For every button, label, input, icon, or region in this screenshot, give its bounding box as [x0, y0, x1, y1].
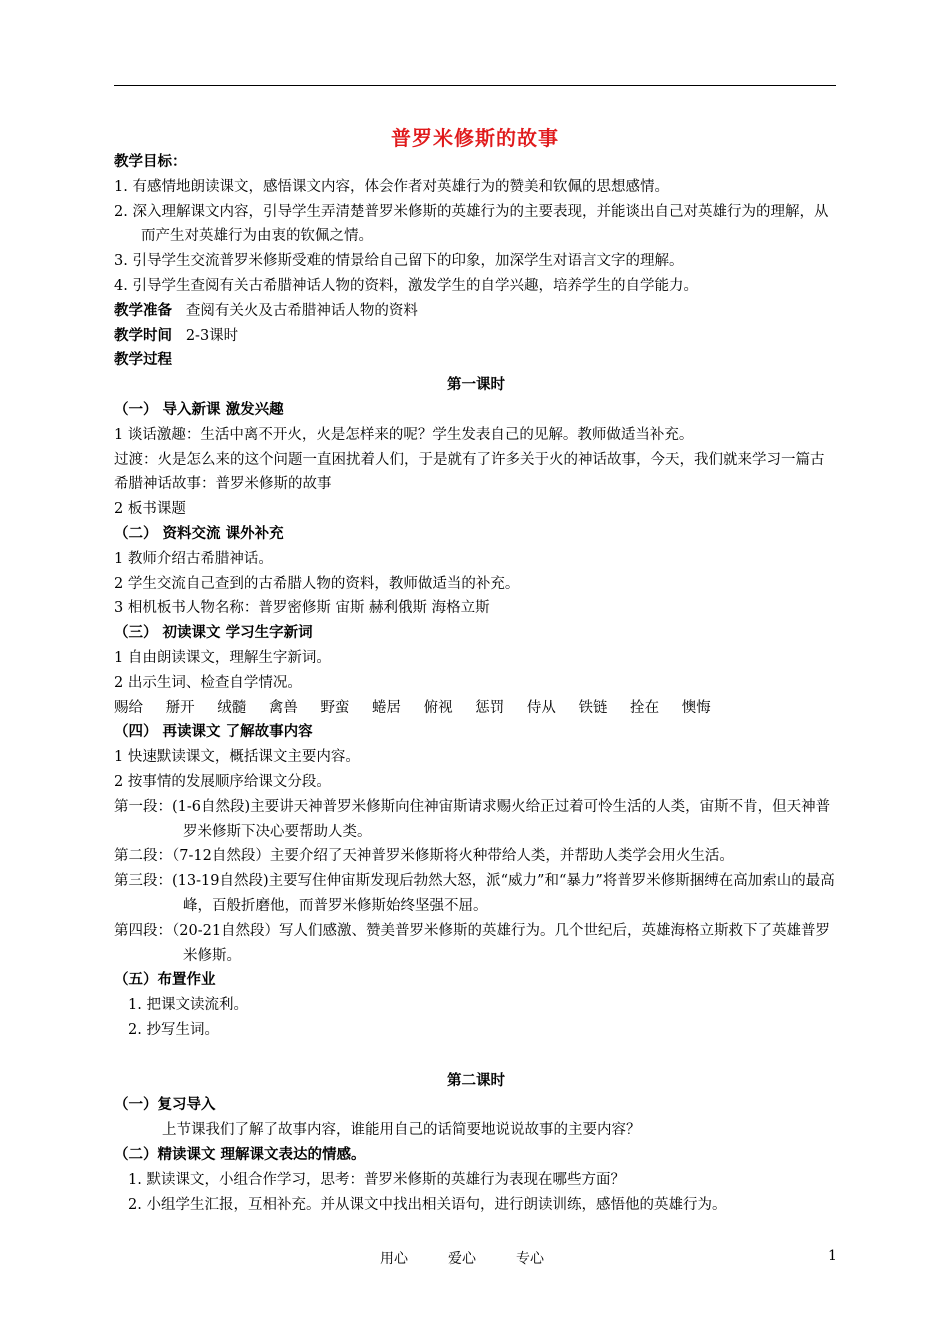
- vocab-word: 赐给: [114, 699, 143, 716]
- section-heading: （一） 导入新课 激发兴趣: [114, 400, 284, 418]
- transition-paragraph: 过渡：火是怎么来的这个问题一直困扰着人们，于是就有了许多关于火的神话故事，今天，我们就来学习一篇古希腊神话故事：普罗米修斯的故事: [114, 451, 825, 493]
- process-heading: 教学过程: [114, 351, 172, 369]
- prep-label: 教学准备: [114, 301, 172, 319]
- list-item: 1. 默读课文，小组合作学习，思考：普罗米修斯的英雄行为表现在哪些方面？: [128, 1171, 625, 1188]
- spacer: [114, 1043, 838, 1069]
- paragraph-summary: 第四段：（20-21自然段）写人们感激、赞美普罗米修斯的英雄行为。几个世纪后，英雄海格立斯救下了英雄普罗米修斯。: [114, 922, 831, 964]
- footer-motto-part: 爱心: [448, 1251, 476, 1267]
- vocab-word: 野蛮: [320, 699, 350, 716]
- objective-item: 1. 有感情地朗读课文，感悟课文内容，体会作者对英雄行为的赞美和钦佩的思想感情。: [114, 178, 669, 195]
- list-item: 3 相机板书人物名称：普罗密修斯 宙斯 赫利俄斯 海格立斯: [114, 600, 490, 617]
- paragraph-summary: 第一段：(1-6自然段)主要讲天神普罗米修斯向住神宙斯请求赐火给正过着可怜生活的人类，宙斯不肯，但天神普罗米修斯下决心要帮助人类。: [114, 798, 831, 840]
- list-item: 2 学生交流自己查到的古希腊人物的资料，教师做适当的补充。: [114, 575, 520, 592]
- section-heading: （四） 再读课文 了解故事内容: [114, 723, 313, 741]
- list-item: 2 按事情的发展顺序给课文分段。: [114, 773, 331, 790]
- vocab-word: 惩罚: [475, 699, 505, 716]
- list-item: 1 自由朗读课文，理解生字新词。: [114, 649, 331, 666]
- footer-motto-part: 专心: [516, 1251, 544, 1267]
- section-heading: （一）复习导入: [114, 1096, 216, 1114]
- objective-item: 4. 引导学生查阅有关古希腊神话人物的资料，激发学生的自学兴趣，培养学生的自学能力。: [114, 277, 698, 294]
- time-label: 教学时间: [114, 326, 172, 344]
- vocab-word: 拴在: [630, 699, 660, 716]
- list-item: 1. 把课文读流利。: [128, 997, 248, 1014]
- review-text: 上节课我们了解了故事内容，谁能用自己的话简要地说说故事的主要内容？: [162, 1122, 641, 1139]
- list-item: 2. 小组学生汇报，互相补充。并从课文中找出相关语句，进行朗读训练，感悟他的英雄行为。: [128, 1196, 727, 1213]
- list-item: 1 教师介绍古希腊神话。: [114, 550, 273, 567]
- time-row: [114, 324, 838, 349]
- vocab-word: 禽兽: [268, 699, 298, 716]
- paragraph-summary: 第三段：(13-19自然段)主要写住伸宙斯发现后勃然大怒，派“威力”和“暴力”将普罗米修斯捆缚在高加索山的最高峰，百般折磨他，而普罗米修斯始终坚强不屈。: [114, 873, 835, 914]
- vocab-list: [114, 696, 838, 721]
- section-heading: （三） 初读课文 学习生字新词: [114, 624, 313, 642]
- section-heading: （二） 资料交流 课外补充: [114, 524, 284, 542]
- list-item: 2 板书课题: [114, 501, 186, 518]
- objective-item: 3. 引导学生交流普罗米修斯受难的情景给自己留下的印象，加深学生对语言文字的理解。: [114, 253, 684, 270]
- vocab-word: 掰开: [165, 699, 195, 716]
- vocab-word: 铁链: [578, 699, 608, 716]
- list-item: 1 谈话激趣：生活中离不开火，火是怎样来的呢？学生发表自己的见解。教师做适当补充。: [114, 426, 694, 443]
- lesson2-heading: 第二课时: [447, 1071, 505, 1089]
- vocab-word: 俯视: [423, 699, 453, 716]
- list-item: 1 快速默读课文，概括课文主要内容。: [114, 749, 360, 766]
- document-body: [114, 150, 838, 1217]
- footer-motto: [380, 1248, 584, 1268]
- list-item: 2 出示生词、检查自学情况。: [114, 674, 302, 691]
- prep-text: 查阅有关火及古希腊神话人物的资料: [185, 302, 418, 319]
- section-heading: （五）布置作业: [114, 971, 216, 989]
- vocab-word: 侍从: [526, 699, 556, 716]
- vocab-word: 绒髓: [217, 699, 247, 716]
- list-item: 2. 抄写生词。: [128, 1021, 219, 1038]
- paragraph-summary: 第二段：（7-12自然段）主要介绍了天神普罗米修斯将火种带给人类，并帮助人类学会用火生活。: [114, 848, 734, 865]
- section-heading: （二）精读课文 理解课文表达的情感。: [114, 1146, 366, 1164]
- objective-item: 2. 深入理解课文内容，引导学生弄清楚普罗米修斯的英雄行为的主要表现，并能谈出自己对英雄行为的理解，从而产生对英雄行为由衷的钦佩之情。: [114, 203, 829, 245]
- lesson1-heading: 第一课时: [447, 376, 505, 394]
- page-number: 1: [828, 1248, 837, 1264]
- header-rule: [114, 85, 836, 86]
- prep-row: [114, 299, 838, 324]
- page-title: 普罗米修斯的故事: [391, 126, 559, 150]
- footer-motto-part: 用心: [380, 1251, 408, 1267]
- time-text: 2-3课时: [185, 327, 239, 344]
- vocab-word: 蜷居: [372, 699, 402, 716]
- objectives-heading: 教学目标：: [114, 153, 187, 170]
- vocab-word: 懊悔: [681, 699, 711, 716]
